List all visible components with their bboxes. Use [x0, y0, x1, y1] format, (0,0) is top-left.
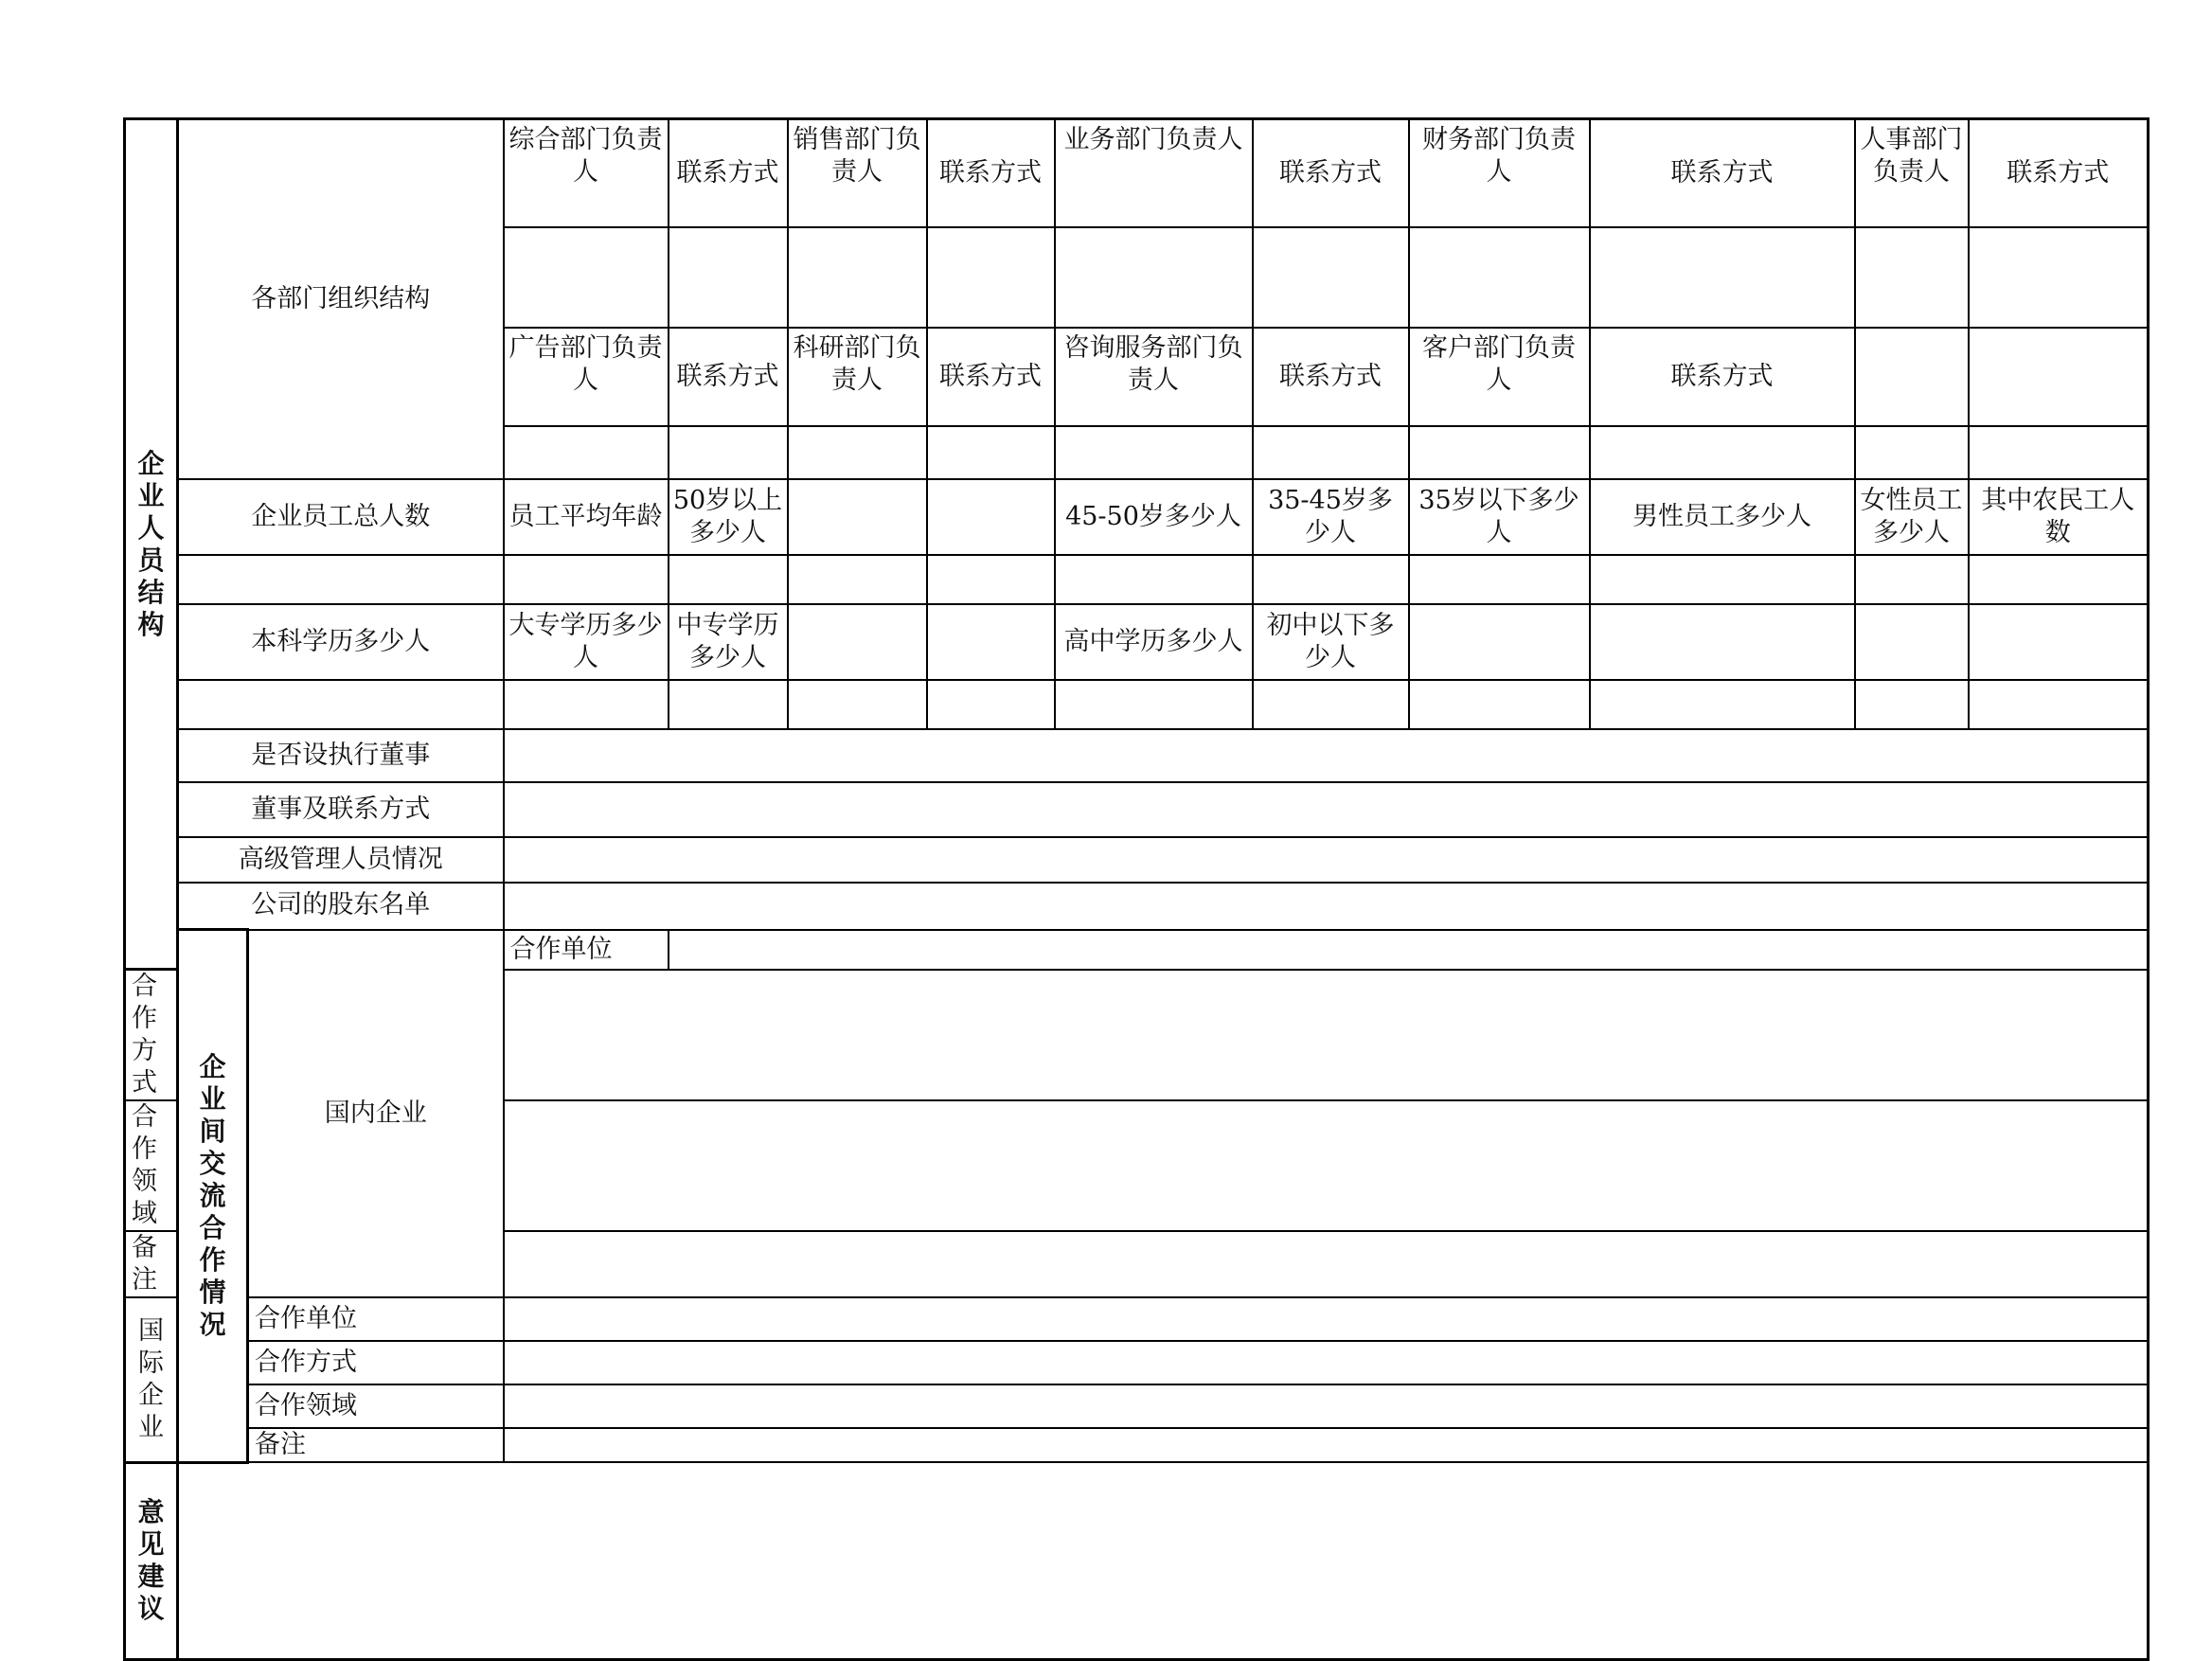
blank-cell: [927, 479, 1055, 555]
input-contact[interactable]: [669, 227, 788, 328]
blank-cell[interactable]: [1409, 680, 1590, 729]
input-avg-age[interactable]: [504, 555, 669, 604]
org-header-consulting-dept-head: 咨询服务部门负责人: [1055, 328, 1253, 426]
input-international-method[interactable]: [504, 1341, 2149, 1384]
blank-cell[interactable]: [1855, 426, 1969, 479]
coop-method-label: 合作方式: [125, 970, 178, 1101]
input-tech-secondary[interactable]: [669, 680, 788, 729]
input-finance-dept-head[interactable]: [1409, 227, 1590, 328]
blank-cell: [788, 479, 927, 555]
section-personnel-structure: 企业人员结构: [125, 119, 178, 970]
input-customer-dept-head[interactable]: [1409, 426, 1590, 479]
input-junior-or-below[interactable]: [1253, 680, 1409, 729]
input-high-school[interactable]: [1055, 680, 1253, 729]
input-contact[interactable]: [1590, 227, 1855, 328]
input-contact[interactable]: [1253, 426, 1409, 479]
bachelor-degree-label: 本科学历多少人: [178, 604, 504, 680]
input-contact[interactable]: [669, 426, 788, 479]
coop-remarks-label: 备注: [248, 1428, 504, 1462]
input-research-dept-head[interactable]: [788, 426, 927, 479]
input-migrant-workers[interactable]: [1969, 555, 2149, 604]
blank-cell[interactable]: [927, 555, 1055, 604]
international-enterprises-label: 国际企业: [125, 1297, 178, 1462]
tech-secondary-label: 中专学历多少人: [669, 604, 788, 680]
input-contact[interactable]: [1590, 426, 1855, 479]
blank-cell: [1590, 604, 1855, 680]
input-contact[interactable]: [927, 227, 1055, 328]
input-female-employees[interactable]: [1855, 555, 1969, 604]
input-advertising-dept-head[interactable]: [504, 426, 669, 479]
org-header-research-dept-head: 科研部门负责人: [788, 328, 927, 426]
coop-remarks-label: 备注: [125, 1231, 178, 1297]
section-cooperation: 企业间交流合作情况: [178, 930, 248, 1463]
input-international-partner[interactable]: [504, 1297, 2149, 1341]
org-header-contact: 联系方式: [1253, 328, 1409, 426]
input-domestic-partner[interactable]: [669, 930, 2149, 970]
input-senior-management[interactable]: [504, 837, 2149, 883]
female-employees-label: 女性员工多少人: [1855, 479, 1969, 555]
org-header-contact: 联系方式: [669, 328, 788, 426]
section-suggestions: 意见建议: [125, 1462, 178, 1659]
blank-cell: [927, 604, 1055, 680]
blank-cell[interactable]: [1590, 680, 1855, 729]
input-age-35-45[interactable]: [1253, 555, 1409, 604]
input-consulting-dept-head[interactable]: [1055, 426, 1253, 479]
shareholders-label: 公司的股东名单: [178, 883, 504, 930]
input-contact[interactable]: [1253, 227, 1409, 328]
org-header-contact: 联系方式: [1969, 119, 2149, 227]
junior-or-below-label: 初中以下多少人: [1253, 604, 1409, 680]
over-50-label: 50岁以上多少人: [669, 479, 788, 555]
blank-cell[interactable]: [1969, 426, 2149, 479]
org-header-sales-dept-head: 销售部门负责人: [788, 119, 927, 227]
org-header-business-dept-head: 业务部门负责人: [1055, 119, 1253, 227]
input-domestic-remarks[interactable]: [504, 1231, 2149, 1297]
blank-cell: [788, 604, 927, 680]
org-header-contact: 联系方式: [1590, 119, 1855, 227]
input-directors-contact[interactable]: [504, 782, 2149, 837]
input-general-dept-head[interactable]: [504, 227, 669, 328]
org-header-contact: 联系方式: [1590, 328, 1855, 426]
coop-field-label: 合作领域: [125, 1100, 178, 1231]
blank-cell: [1855, 328, 1969, 426]
input-bachelor-degree[interactable]: [178, 680, 504, 729]
input-shareholders[interactable]: [504, 883, 2149, 930]
input-male-employees[interactable]: [1590, 555, 1855, 604]
input-college-degree[interactable]: [504, 680, 669, 729]
input-international-remarks[interactable]: [504, 1428, 2149, 1462]
org-header-contact: 联系方式: [927, 119, 1055, 227]
input-age-45-50[interactable]: [1055, 555, 1253, 604]
high-school-label: 高中学历多少人: [1055, 604, 1253, 680]
blank-cell[interactable]: [788, 680, 927, 729]
input-suggestions[interactable]: [178, 1462, 2149, 1659]
blank-cell[interactable]: [927, 680, 1055, 729]
input-business-dept-head[interactable]: [1055, 227, 1253, 328]
directors-contact-label: 董事及联系方式: [178, 782, 504, 837]
blank-cell[interactable]: [788, 555, 927, 604]
input-exec-director[interactable]: [504, 729, 2149, 782]
migrant-workers-label: 其中农民工人数: [1969, 479, 2149, 555]
coop-method-label: 合作方式: [248, 1341, 504, 1384]
input-contact[interactable]: [927, 426, 1055, 479]
org-header-general-dept-head: 综合部门负责人: [504, 119, 669, 227]
domestic-enterprises-label: 国内企业: [248, 930, 504, 1298]
org-header-contact: 联系方式: [927, 328, 1055, 426]
input-over-50[interactable]: [669, 555, 788, 604]
input-domestic-field[interactable]: [504, 1100, 2149, 1231]
college-degree-label: 大专学历多少人: [504, 604, 669, 680]
org-header-contact: 联系方式: [1253, 119, 1409, 227]
blank-cell[interactable]: [1969, 680, 2149, 729]
blank-cell: [1969, 328, 2149, 426]
input-sales-dept-head[interactable]: [788, 227, 927, 328]
age-45-50-label: 45-50岁多少人: [1055, 479, 1253, 555]
coop-partner-label: 合作单位: [248, 1297, 504, 1341]
blank-cell: [1409, 604, 1590, 680]
org-header-advertising-dept-head: 广告部门负责人: [504, 328, 669, 426]
age-35-45-label: 35-45岁多少人: [1253, 479, 1409, 555]
org-header-finance-dept-head: 财务部门负责人: [1409, 119, 1590, 227]
org-structure-label: 各部门组织结构: [178, 119, 504, 479]
blank-cell[interactable]: [1855, 680, 1969, 729]
input-international-field[interactable]: [504, 1384, 2149, 1428]
coop-partner-label: 合作单位: [504, 930, 669, 970]
enterprise-info-form: [123, 117, 2150, 1661]
input-total-employees[interactable]: [178, 555, 504, 604]
blank-cell: [1969, 604, 2149, 680]
under-35-label: 35岁以下多少人: [1409, 479, 1590, 555]
input-contact[interactable]: [1969, 227, 2149, 328]
input-under-35[interactable]: [1409, 555, 1590, 604]
coop-field-label: 合作领域: [248, 1384, 504, 1428]
exec-director-label: 是否设执行董事: [178, 729, 504, 782]
input-domestic-method[interactable]: [504, 970, 2149, 1101]
senior-management-label: 高级管理人员情况: [178, 837, 504, 883]
male-employees-label: 男性员工多少人: [1590, 479, 1855, 555]
org-header-hr-dept-head: 人事部门 负责人: [1855, 119, 1969, 227]
org-header-contact: 联系方式: [669, 119, 788, 227]
total-employees-label: 企业员工总人数: [178, 479, 504, 555]
org-header-customer-dept-head: 客户部门负责人: [1409, 328, 1590, 426]
input-hr-dept-head[interactable]: [1855, 227, 1969, 328]
avg-age-label: 员工平均年龄: [504, 479, 669, 555]
blank-cell: [1855, 604, 1969, 680]
